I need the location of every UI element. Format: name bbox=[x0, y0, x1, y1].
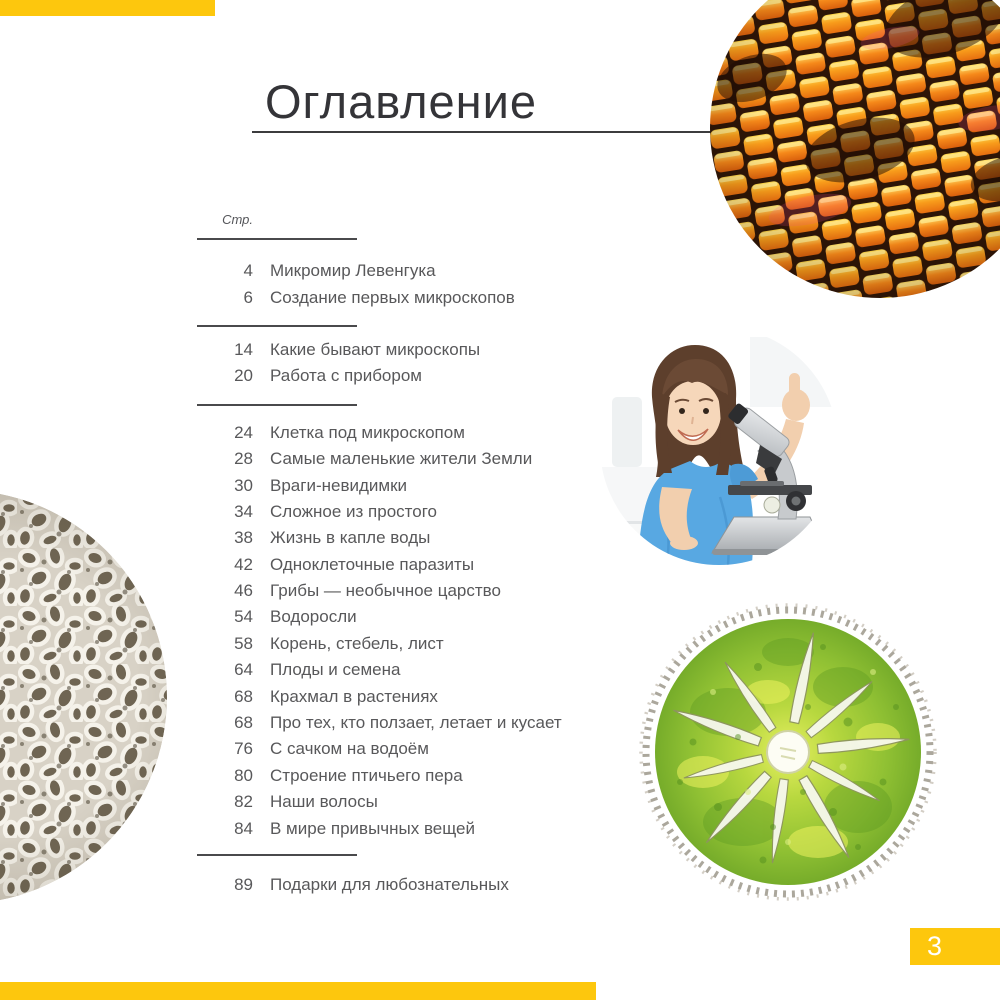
section-divider bbox=[197, 325, 357, 327]
toc-entry-label: Грибы — необычное царство bbox=[270, 581, 501, 601]
toc-row bbox=[197, 420, 627, 446]
toc-page-number: 84 bbox=[234, 818, 253, 838]
algae-micrograph bbox=[636, 600, 940, 904]
toc-page-number: 38 bbox=[234, 528, 253, 548]
toc-page-number: 80 bbox=[234, 765, 253, 785]
toc-entry-label: Подарки для любознательных bbox=[270, 875, 509, 894]
toc-entry-label: Самые маленькие жители Земли bbox=[270, 449, 533, 469]
toc-page-number: 89 bbox=[234, 875, 253, 894]
toc-page-number: 54 bbox=[234, 607, 253, 627]
toc-page-number: 28 bbox=[234, 449, 253, 469]
girl-microscope-art bbox=[600, 327, 838, 565]
title-rule bbox=[252, 131, 713, 133]
toc-entry-label: Крахмал в растениях bbox=[270, 686, 438, 706]
page-title: Оглавление bbox=[265, 75, 538, 128]
toc-row bbox=[197, 710, 627, 736]
toc-page-number: 46 bbox=[234, 581, 253, 601]
toc-row bbox=[197, 763, 627, 789]
toc-page-number: 6 bbox=[243, 287, 253, 307]
toc-entry-label: Наши волосы bbox=[270, 792, 378, 812]
toc-entry-label: Враги-невидимки bbox=[270, 475, 408, 495]
toc-page-number: 30 bbox=[234, 475, 253, 495]
algae-cell-art bbox=[636, 600, 940, 904]
top-accent-bar bbox=[0, 0, 215, 16]
section-divider bbox=[197, 854, 357, 856]
toc-entry-label: Сложное из простого bbox=[270, 501, 438, 521]
toc-entry-label: Создание первых микроскопов bbox=[270, 287, 515, 307]
toc-row bbox=[197, 815, 627, 841]
toc-entry-label: Корень, стебель, лист bbox=[270, 633, 444, 653]
toc-section bbox=[197, 872, 627, 898]
toc-row bbox=[197, 525, 627, 551]
toc-page-number: 68 bbox=[234, 686, 253, 706]
butterfly-wing-micrograph bbox=[710, 0, 1000, 298]
toc-entry-label: Микромир Левенгука bbox=[270, 261, 436, 281]
toc-page-number: 34 bbox=[234, 501, 253, 521]
bottom-accent-bar bbox=[0, 982, 596, 1000]
toc-entry-label: Строение птичьего пера bbox=[270, 765, 463, 785]
toc-entry-label: Клетка под микроскопом bbox=[270, 422, 465, 442]
section-divider bbox=[197, 238, 357, 240]
toc-row bbox=[197, 499, 627, 525]
toc-entry-label: Водоросли bbox=[270, 607, 357, 627]
toc-page-number: 58 bbox=[234, 633, 253, 653]
sponge-texture-art bbox=[0, 490, 167, 904]
toc-page-number: 14 bbox=[234, 339, 253, 359]
toc-page-number: 42 bbox=[234, 554, 253, 574]
toc-row bbox=[197, 736, 627, 762]
toc-page-number: 20 bbox=[234, 366, 253, 386]
toc-section bbox=[197, 337, 627, 390]
toc-row bbox=[197, 363, 627, 389]
toc-sections bbox=[197, 258, 627, 898]
toc-row bbox=[197, 258, 627, 284]
toc-section bbox=[197, 258, 627, 311]
toc-entry-label: Какие бывают микроскопы bbox=[270, 339, 481, 359]
toc-row bbox=[197, 657, 627, 683]
toc-page-number: 68 bbox=[234, 713, 253, 733]
toc-row bbox=[197, 789, 627, 815]
section-divider bbox=[197, 404, 357, 406]
toc-entry-label: Работа с прибором bbox=[270, 366, 422, 386]
toc-row bbox=[197, 604, 627, 630]
toc-row bbox=[197, 446, 627, 472]
toc-row bbox=[197, 284, 627, 310]
toc-row bbox=[197, 552, 627, 578]
toc-row bbox=[197, 631, 627, 657]
butterfly-scales-art bbox=[710, 0, 1000, 298]
toc-row bbox=[197, 578, 627, 604]
toc-entry-label: Про тех, кто ползает, летает и кусает bbox=[270, 713, 562, 733]
toc-page-number: 64 bbox=[234, 660, 253, 680]
toc-row bbox=[197, 872, 627, 898]
toc-page-number: 76 bbox=[234, 739, 253, 759]
bone-sponge-micrograph bbox=[0, 490, 167, 904]
toc-section bbox=[197, 420, 627, 842]
toc-row bbox=[197, 337, 627, 363]
girl-with-microscope-photo bbox=[600, 327, 838, 565]
toc-entry-label: Одноклеточные паразиты bbox=[270, 554, 475, 574]
toc bbox=[197, 212, 627, 898]
toc-page-number: 82 bbox=[234, 792, 253, 812]
toc-entry-label: Плоды и семена bbox=[270, 660, 401, 680]
page-column-header: Стр. bbox=[222, 212, 253, 227]
page-number: 3 bbox=[927, 931, 943, 961]
toc-row bbox=[197, 683, 627, 709]
toc-entry-label: В мире привычных вещей bbox=[270, 818, 476, 838]
toc-entry-label: С сачком на водоём bbox=[270, 739, 429, 759]
page-number-box bbox=[910, 928, 1000, 965]
toc-page-number: 24 bbox=[234, 422, 253, 442]
toc-page-number: 4 bbox=[243, 261, 253, 281]
toc-entry-label: Жизнь в капле воды bbox=[270, 528, 431, 548]
toc-row bbox=[197, 472, 627, 498]
